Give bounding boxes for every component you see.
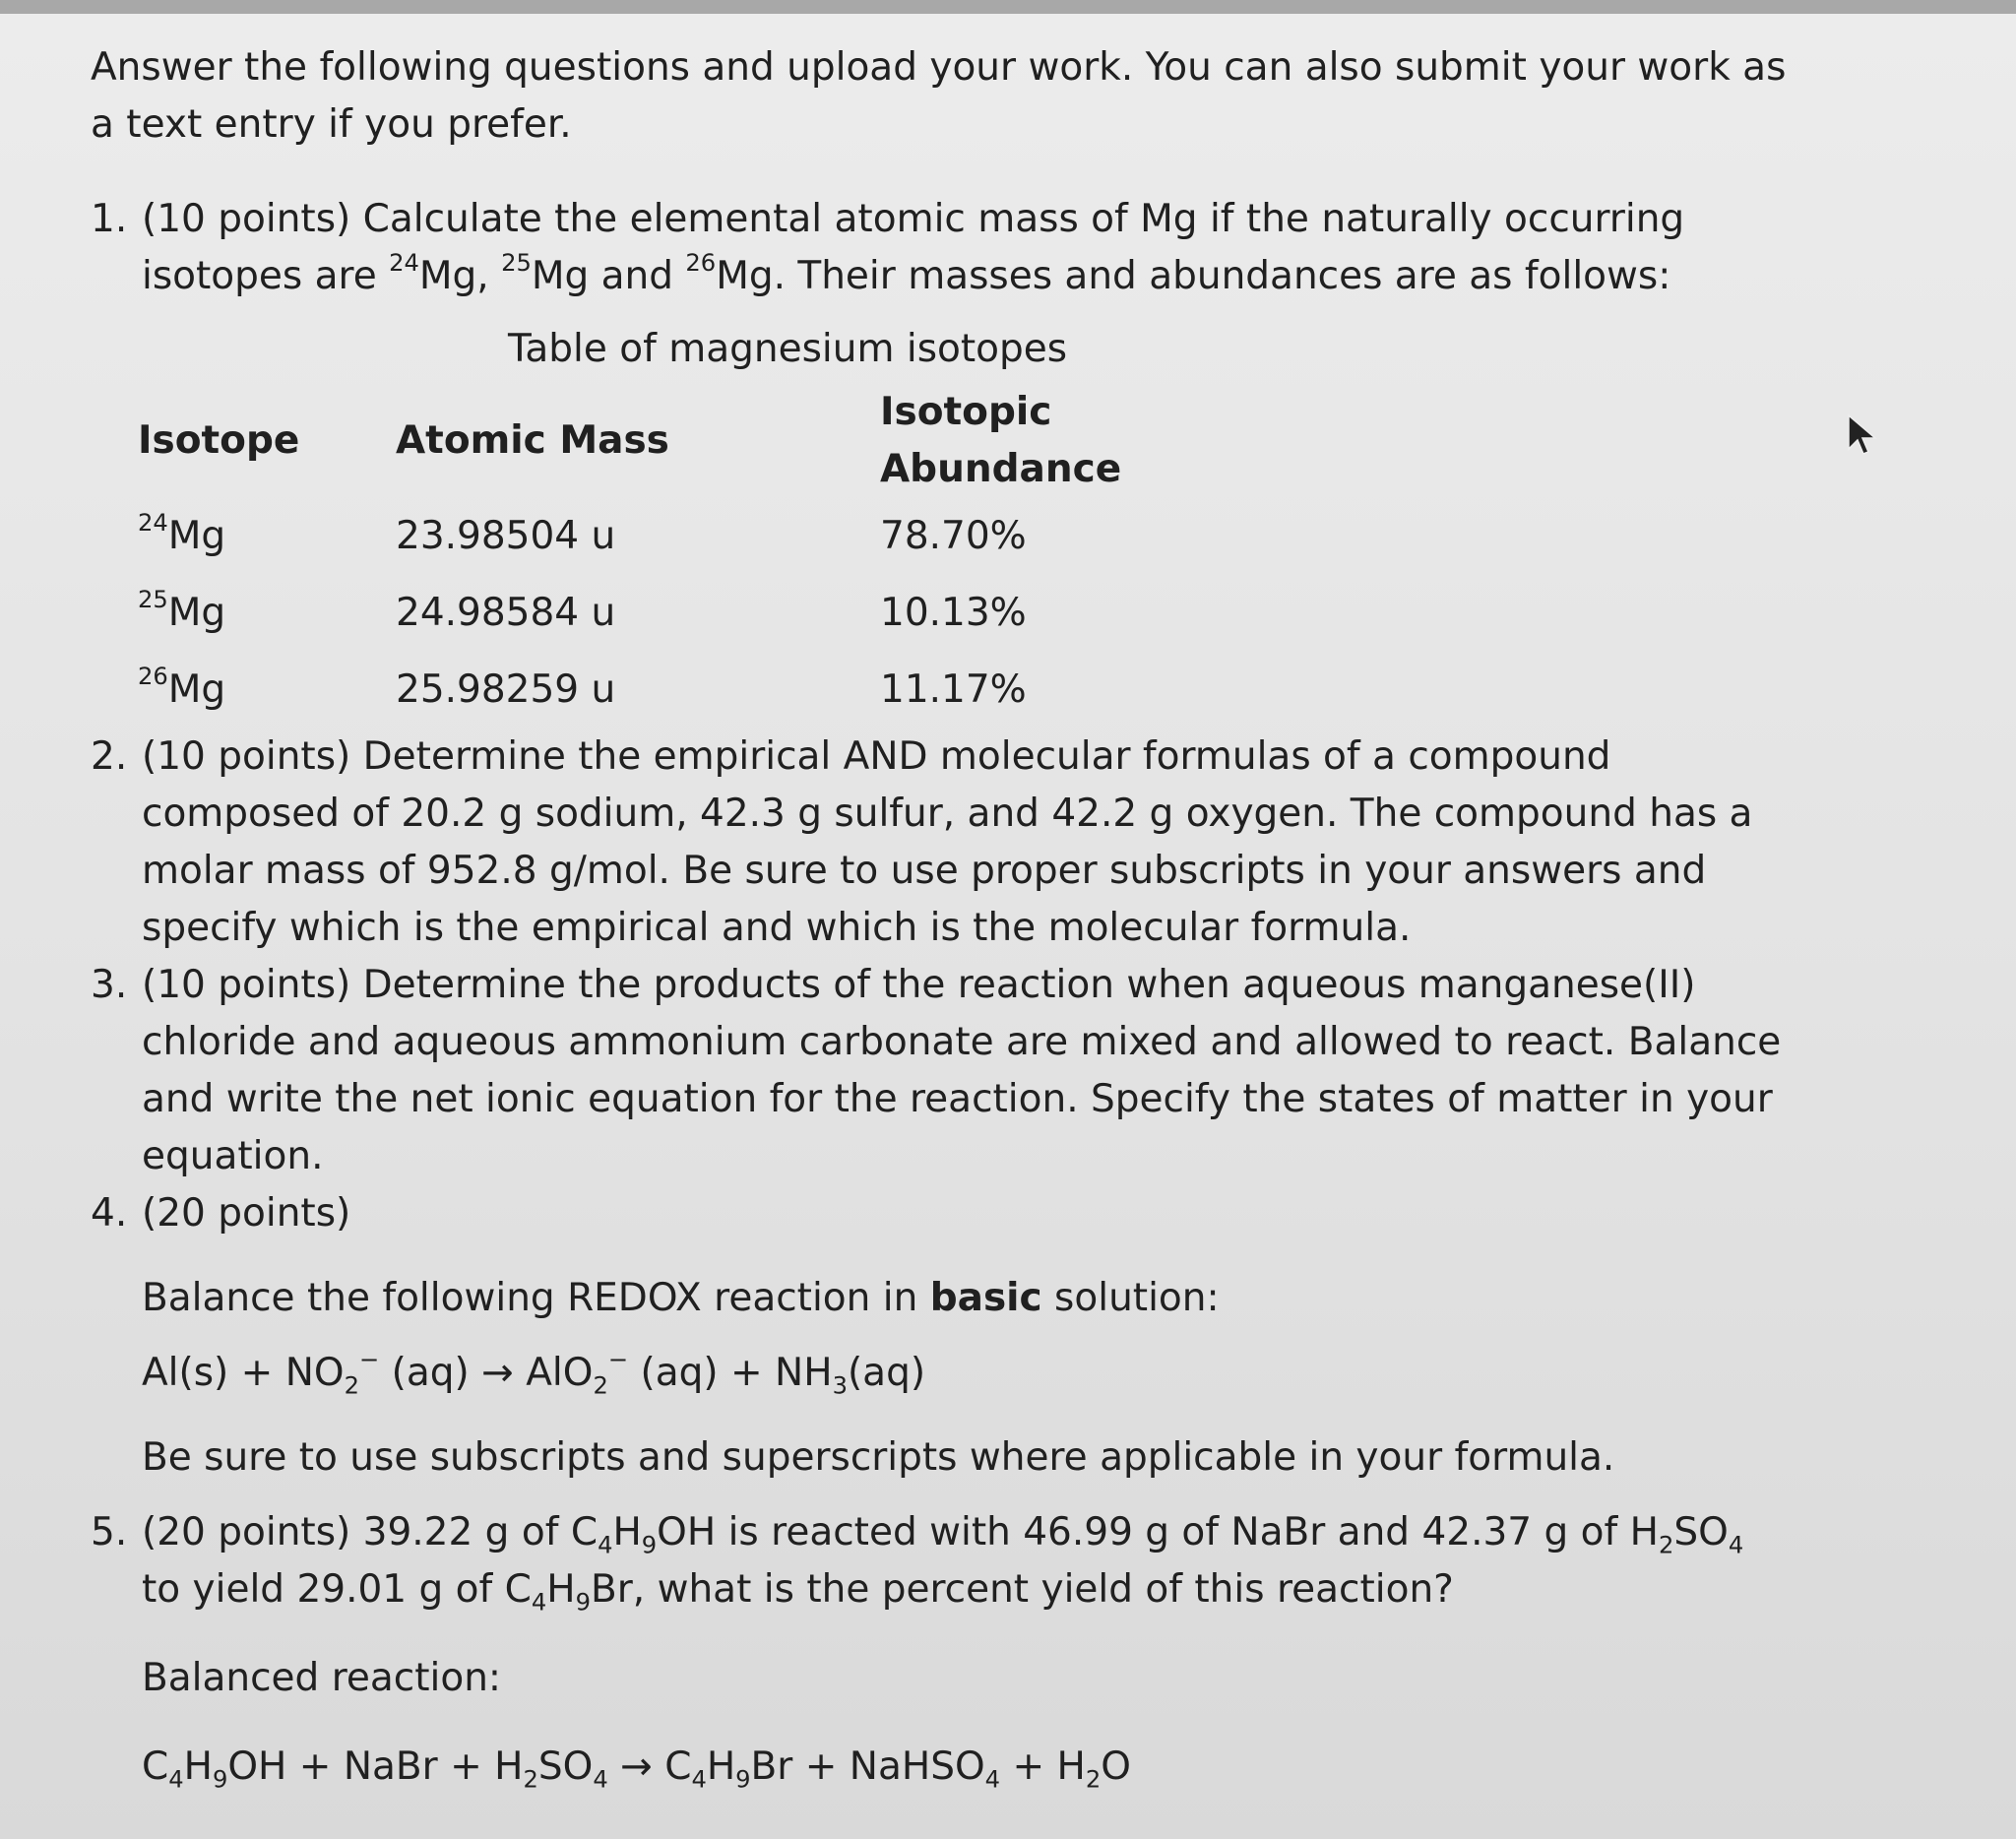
balanced-reaction-equation: $C_4H_9OH$ + NaBr + $H_2SO_4 \to C_4H_9Br$ + NaHSO$_4$ + $H_2O$ xyxy=(142,1744,1131,1794)
question-number: 1. xyxy=(91,197,128,241)
intro-paragraph: Answer the following questions and upload your work. You can also submit your work as a text entry if you prefer. xyxy=(91,45,1787,147)
isotope-table xyxy=(138,384,1254,729)
question-3 xyxy=(91,957,1794,1185)
isotope-cell: $^{25}$Mg xyxy=(138,585,226,635)
redox-equation: $Al(s) + NO_2^-$ (aq) → AlO$_2$− $(aq) + NH_3(aq)$ xyxy=(142,1345,926,1400)
question-number: 4. xyxy=(91,1191,128,1236)
column-header: Atomic Mass xyxy=(396,418,669,463)
atomic-mass-cell: 24.98584 u xyxy=(396,591,616,635)
atomic-mass-cell: 25.98259 u xyxy=(396,667,616,712)
question-1 xyxy=(91,191,1794,729)
top-edge xyxy=(0,0,2016,14)
question-number: 5. xyxy=(91,1510,128,1554)
question-2-text: (10 points) Determine the empirical AND molecular formulas of a compound composed of 20.2 g sodium, 42.3 g sulfur, and 42.2 g oxygen. The compound has a molar mass of 952.8 g/mol. Be sure to use proper subscripts in your answers and specify which is the empirical and which is the molecular formula. xyxy=(142,734,1753,950)
question-5 xyxy=(91,1504,1794,1618)
table-caption: Table of magnesium isotopes xyxy=(508,327,1068,371)
column-header: Isotopic Abundance xyxy=(880,390,1122,491)
column-header: Isotope xyxy=(138,418,300,463)
balanced-reaction-label: Balanced reaction: xyxy=(142,1656,502,1700)
question-number: 2. xyxy=(91,734,128,779)
question-1-text: (10 points) Calculate the elemental atomic mass of Mg if the naturally occurring isotopes are $^{24}$Mg, $^{25}$Mg and $^{26}$Mg. Their masses and abundances are as follows: xyxy=(142,197,1685,298)
question-2 xyxy=(91,729,1794,957)
question-5-text: (20 points) 39.22 g of $C_4H_9OH$ is reacted with 46.99 g of NaBr and 42.37 g of $H_2SO_4$ to yield 29.01 g of $C_4H_9Br$, what is the percent yield of this reaction? xyxy=(142,1510,1744,1617)
abundance-cell: 10.13% xyxy=(880,591,1027,635)
isotope-cell: $^{26}$Mg xyxy=(138,662,226,712)
isotope-table-wrapper xyxy=(138,321,1794,729)
abundance-cell: 11.17% xyxy=(880,667,1027,712)
question-4-text: (20 points) xyxy=(142,1191,351,1236)
question-number: 3. xyxy=(91,963,128,1007)
question-3-text: (10 points) Determine the products of the reaction when aqueous manganese(II) chloride and aqueous ammonium carbonate are mixed and allowed to react. Balance and write the net ionic equation for the reaction. Specify the states of matter in your equation. xyxy=(142,963,1782,1178)
atomic-mass-cell: 23.98504 u xyxy=(396,514,616,558)
table-row xyxy=(138,498,1254,575)
table-header-row xyxy=(138,384,1254,498)
abundance-cell: 78.70% xyxy=(880,514,1027,558)
redox-instruction: Balance the following REDOX reaction in basic solution: xyxy=(142,1276,1220,1320)
table-row xyxy=(138,652,1254,729)
table-row xyxy=(138,575,1254,652)
assignment-text xyxy=(91,39,1794,1796)
redox-note: Be sure to use subscripts and superscripts where applicable in your formula. xyxy=(142,1435,1615,1480)
isotope-cell: $^{24}$Mg xyxy=(138,508,226,558)
question-4 xyxy=(91,1185,1794,1242)
